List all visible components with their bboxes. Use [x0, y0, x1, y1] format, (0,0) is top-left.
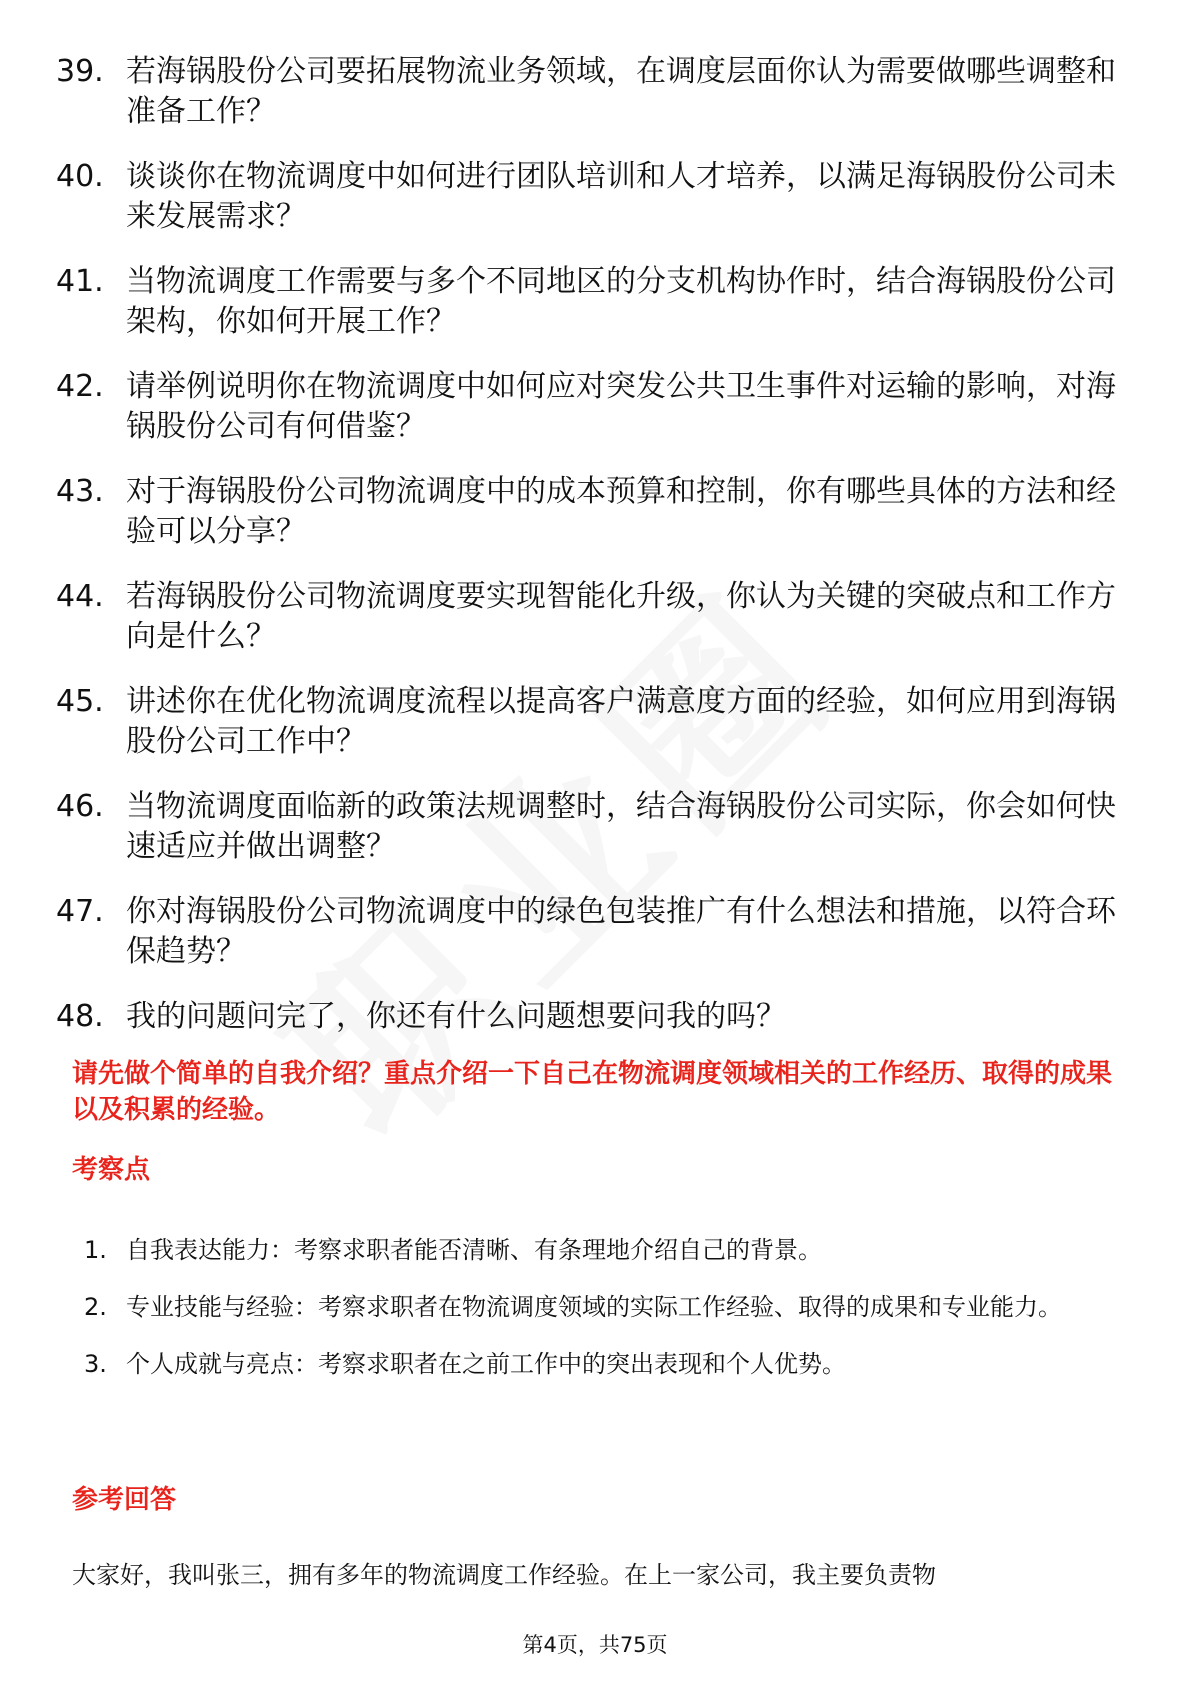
point-text: 自我表达能力：考察求职者能否清晰、有条理地介绍自己的背景。: [126, 1236, 822, 1264]
highlight-question: 请先做个简单的自我介绍？重点介绍一下自己在物流调度领域相关的工作经历、取得的成果以及积累的经验。: [72, 1059, 1113, 1125]
assessment-list: [84, 1222, 1114, 1393]
list-item: [56, 472, 1136, 552]
list-item: [56, 262, 1136, 342]
question-text: 讲述你在优化物流调度流程以提高客户满意度方面的经验，如何应用到海锅股份公司工作中？: [126, 684, 1116, 759]
question-text: 你对海锅股份公司物流调度中的绿色包装推广有什么想法和措施，以符合环保趋势？: [126, 894, 1116, 969]
list-item: [56, 682, 1136, 762]
question-text: 我的问题问完了，你还有什么问题想要问我的吗？: [126, 999, 786, 1034]
list-item: [84, 1279, 1114, 1336]
question-list: [56, 52, 1136, 1062]
list-item: [84, 1336, 1114, 1393]
question-text: 若海锅股份公司物流调度要实现智能化升级，你认为关键的突破点和工作方向是什么？: [126, 579, 1116, 654]
assessment-heading: 考察点: [72, 1155, 151, 1185]
question-number: 43.: [56, 474, 104, 509]
question-text: 若海锅股份公司要拓展物流业务领域，在调度层面你认为需要做哪些调整和准备工作？: [126, 54, 1116, 129]
point-number: 3.: [84, 1350, 107, 1378]
reference-heading: 参考回答: [72, 1485, 177, 1515]
point-number: 2.: [84, 1293, 107, 1321]
question-number: 47.: [56, 894, 104, 929]
list-item: [56, 997, 1136, 1037]
list-item: [56, 52, 1136, 132]
page-number: 第4页，共75页: [522, 1633, 668, 1657]
question-number: 48.: [56, 999, 104, 1034]
question-number: 40.: [56, 159, 104, 194]
question-text: 对于海锅股份公司物流调度中的成本预算和控制，你有哪些具体的方法和经验可以分享？: [126, 474, 1116, 549]
list-item: [84, 1222, 1114, 1279]
question-number: 46.: [56, 789, 104, 824]
list-item: [56, 577, 1136, 657]
reference-answer: 大家好，我叫张三，拥有多年的物流调度工作经验。在上一家公司，我主要负责物: [72, 1561, 936, 1589]
point-text: 专业技能与经验：考察求职者在物流调度领域的实际工作经验、取得的成果和专业能力。: [126, 1293, 1062, 1321]
point-text: 个人成就与亮点：考察求职者在之前工作中的突出表现和个人优势。: [126, 1350, 846, 1378]
question-text: 当物流调度面临新的政策法规调整时，结合海锅股份公司实际，你会如何快速适应并做出调整？: [126, 789, 1116, 864]
question-number: 45.: [56, 684, 104, 719]
question-text: 谈谈你在物流调度中如何进行团队培训和人才培养，以满足海锅股份公司未来发展需求？: [126, 159, 1116, 234]
list-item: [56, 157, 1136, 237]
question-text: 请举例说明你在物流调度中如何应对突发公共卫生事件对运输的影响，对海锅股份公司有何借鉴？: [126, 369, 1116, 444]
question-number: 44.: [56, 579, 104, 614]
question-text: 当物流调度工作需要与多个不同地区的分支机构协作时，结合海锅股份公司架构，你如何开展工作？: [126, 264, 1116, 339]
question-number: 41.: [56, 264, 104, 299]
list-item: [56, 787, 1136, 867]
list-item: [56, 367, 1136, 447]
question-number: 42.: [56, 369, 104, 404]
point-number: 1.: [84, 1236, 107, 1264]
list-item: [56, 892, 1136, 972]
question-number: 39.: [56, 54, 104, 89]
